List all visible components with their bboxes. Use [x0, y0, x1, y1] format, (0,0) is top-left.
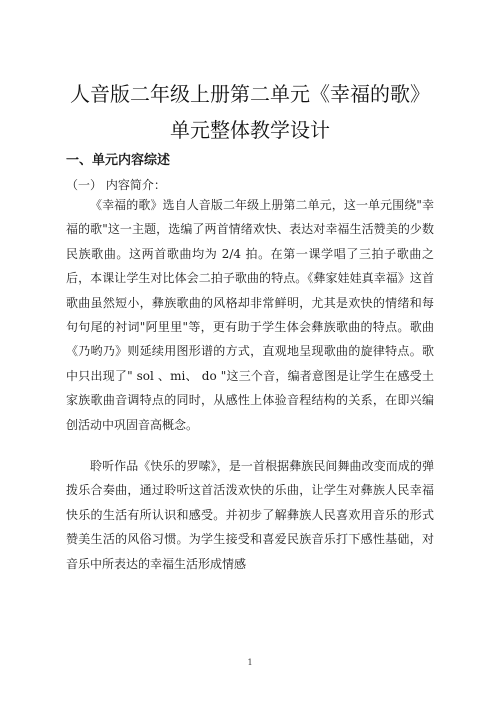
document-subtitle: 单元整体教学设计 — [170, 118, 330, 142]
page-number: 1 — [247, 658, 253, 667]
paragraph-listening: 聆听作品《快乐的罗嗦》，是一首根据彝族民间舞曲改变而成的弹拨乐合奏曲，通过聆听这首活泼欢快的乐曲，让学生对彝族人民幸福快乐的生活有所认识和感受。并初步了解彝族人民喜欢用音乐的形式赞美生活的风俗习惯。为学生接受和喜爱民族音乐打下感性基础，对音乐中所表达的幸福生活形成情感 — [66, 459, 434, 571]
subsection-heading: （一） 内容简介： — [66, 178, 166, 192]
document-title: 人音版二年级上册第二单元《幸福的歌》 — [70, 82, 430, 106]
section-heading: 一、单元内容综述 — [66, 153, 171, 168]
paragraph-intro: 《幸福的歌》选自人音版二年级上册第二单元，这一单元围绕"幸福的歌"这一主题，选编了两首情绪欢快、表达对幸福生活赞美的少数民族歌曲。这两首歌曲均为 2/4 拍。在第一课学唱了三拍子歌曲之后，本课让学生对比体会二拍子歌曲的特点。《彝家娃娃真幸福》这首歌曲虽然短小，彝族歌曲的风格却非常鲜明，尤其是欢快的情绪和每句句尾的衬词"阿里里"等，更有助于学生体会彝族歌曲的特点。歌曲《乃哟乃》则延续用图形谱的方式，直观地呈现歌曲的旋律特点。歌中只出现了" sol 、mi、 do "这三个音，编者意图是让学生在感受土家族歌曲音调特点的同时，从感性上体验音程结构的关系，在即兴编创活动中巩固音高概念。 — [66, 198, 434, 432]
